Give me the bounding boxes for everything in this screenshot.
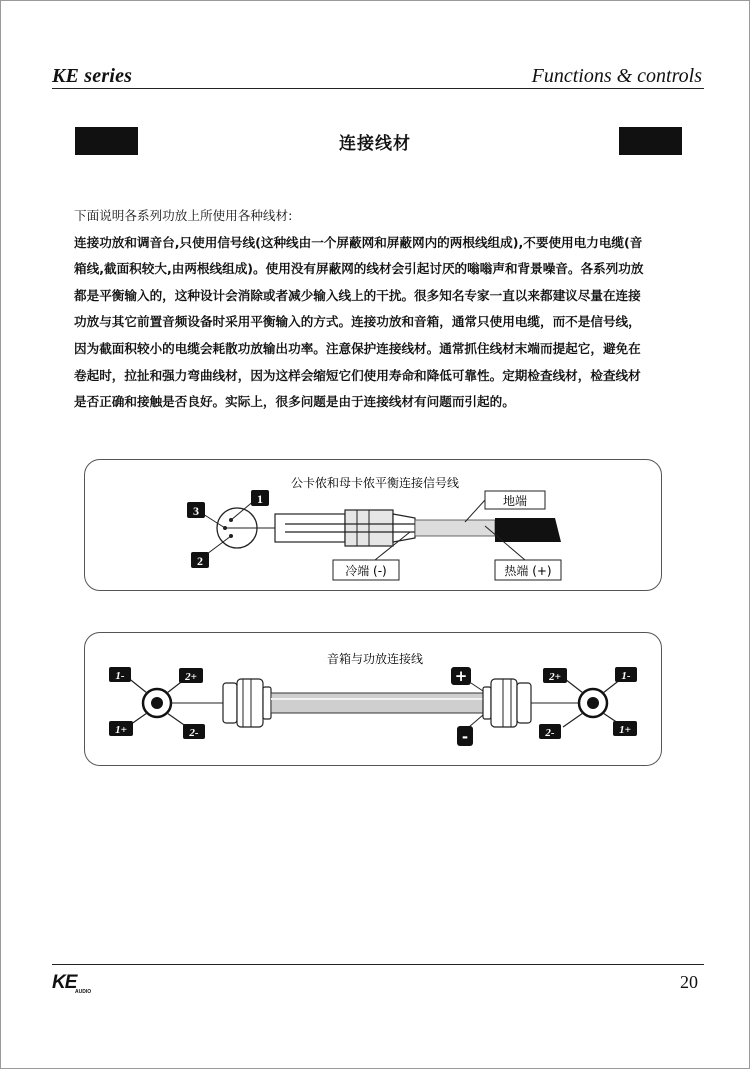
body-line: 连接功放和调音台,只使用信号线(这种线由一个屏蔽网和屏蔽网内的两根线组成),不要使用电力电缆(音 (74, 234, 643, 250)
left-boot (263, 687, 271, 719)
pin-label-2: 2 (197, 554, 203, 568)
left-label-1-plus: 1+ (115, 724, 127, 736)
right-label-1-plus: 1+ (619, 724, 631, 736)
body-line: 卷起时，拉扯和强力弯曲线材，因为这样会缩短它们使用寿命和降低可靠性。定期检查线材，检查线材 (74, 367, 641, 383)
body-line: 下面说明各系列功放上所使用各种线材: (74, 208, 293, 223)
cold-label: 冷端 (-) (345, 564, 387, 578)
xlr-diagram (85, 460, 663, 592)
pin-label-3: 3 (193, 504, 199, 518)
body-line: 因为截面积较小的电缆会耗散功放输出功率。注意保护连接线材。通常抓住线材末端而提起它，避免在 (74, 340, 641, 356)
ke-logo: KE (52, 972, 77, 993)
left-connector-body (237, 679, 263, 727)
body-line: 是否正确和接触是否良好。实际上，很多问题是由于连接线材有问题而引起的。 (74, 394, 515, 410)
right-boot (483, 687, 491, 719)
hot-label: 热端 (+) (504, 564, 552, 578)
ground-label: 地端 (502, 494, 528, 508)
footer-rule (52, 964, 704, 965)
left-speakon-center (151, 697, 163, 709)
header-section-name: Functions & controls (531, 65, 702, 87)
body-line: 功放与其它前置音频设备时采用平衡输入的方式。连接功放和音箱，通常只使用电缆，而不是信号线， (74, 314, 641, 330)
right-label-2-plus: 2+ (549, 671, 561, 683)
right-label-2-minus: 2- (545, 727, 555, 739)
speaker-diagram (85, 633, 663, 767)
page-title: 连接线材 (339, 134, 411, 154)
right-speakon-center (587, 697, 599, 709)
body-line: 都是平衡输入的，这种设计会消除或者减少输入线上的干扰。很多知名专家一直以来都建议尽量在连接 (74, 287, 641, 303)
right-label-1-minus: 1- (621, 670, 631, 682)
pin-label-1: 1 (257, 492, 263, 506)
callout-line (471, 683, 483, 691)
cable-jacket (495, 518, 561, 542)
speaker-cable (271, 693, 483, 713)
callout-line (465, 500, 485, 522)
callout-line (563, 713, 583, 727)
right-connector-body (491, 679, 517, 727)
body-text (74, 203, 684, 416)
minus-label: - (461, 728, 469, 746)
callout-line (565, 679, 583, 693)
xlr-strain-relief (393, 514, 415, 542)
xlr-diagram-panel (84, 459, 662, 591)
page-number: 20 (680, 972, 698, 992)
header-series-title: KE series (52, 65, 133, 87)
left-connector-ring (223, 683, 237, 723)
xlr-housing (275, 514, 345, 542)
xlr-caption: 公卡侬和母卡侬平衡连接信号线 (290, 476, 460, 490)
plus-label: + (454, 667, 468, 685)
right-connector-ring (517, 683, 531, 723)
header-rule (52, 88, 704, 89)
shield-braid (415, 520, 495, 536)
left-label-2-minus: 2- (189, 727, 199, 739)
ke-logo-sub: AUDIO (75, 989, 92, 995)
speaker-diagram-panel (84, 632, 662, 766)
callout-line (469, 715, 483, 727)
body-line: 箱线,截面积较大,由两根线组成)。使用没有屏蔽网的线材会引起讨厌的嗡嗡声和背景噪音。各系列功放 (74, 261, 644, 277)
left-label-2-plus: 2+ (185, 671, 197, 683)
left-label-1-minus: 1- (115, 670, 125, 682)
speaker-caption: 音箱与功放连接线 (326, 652, 424, 666)
